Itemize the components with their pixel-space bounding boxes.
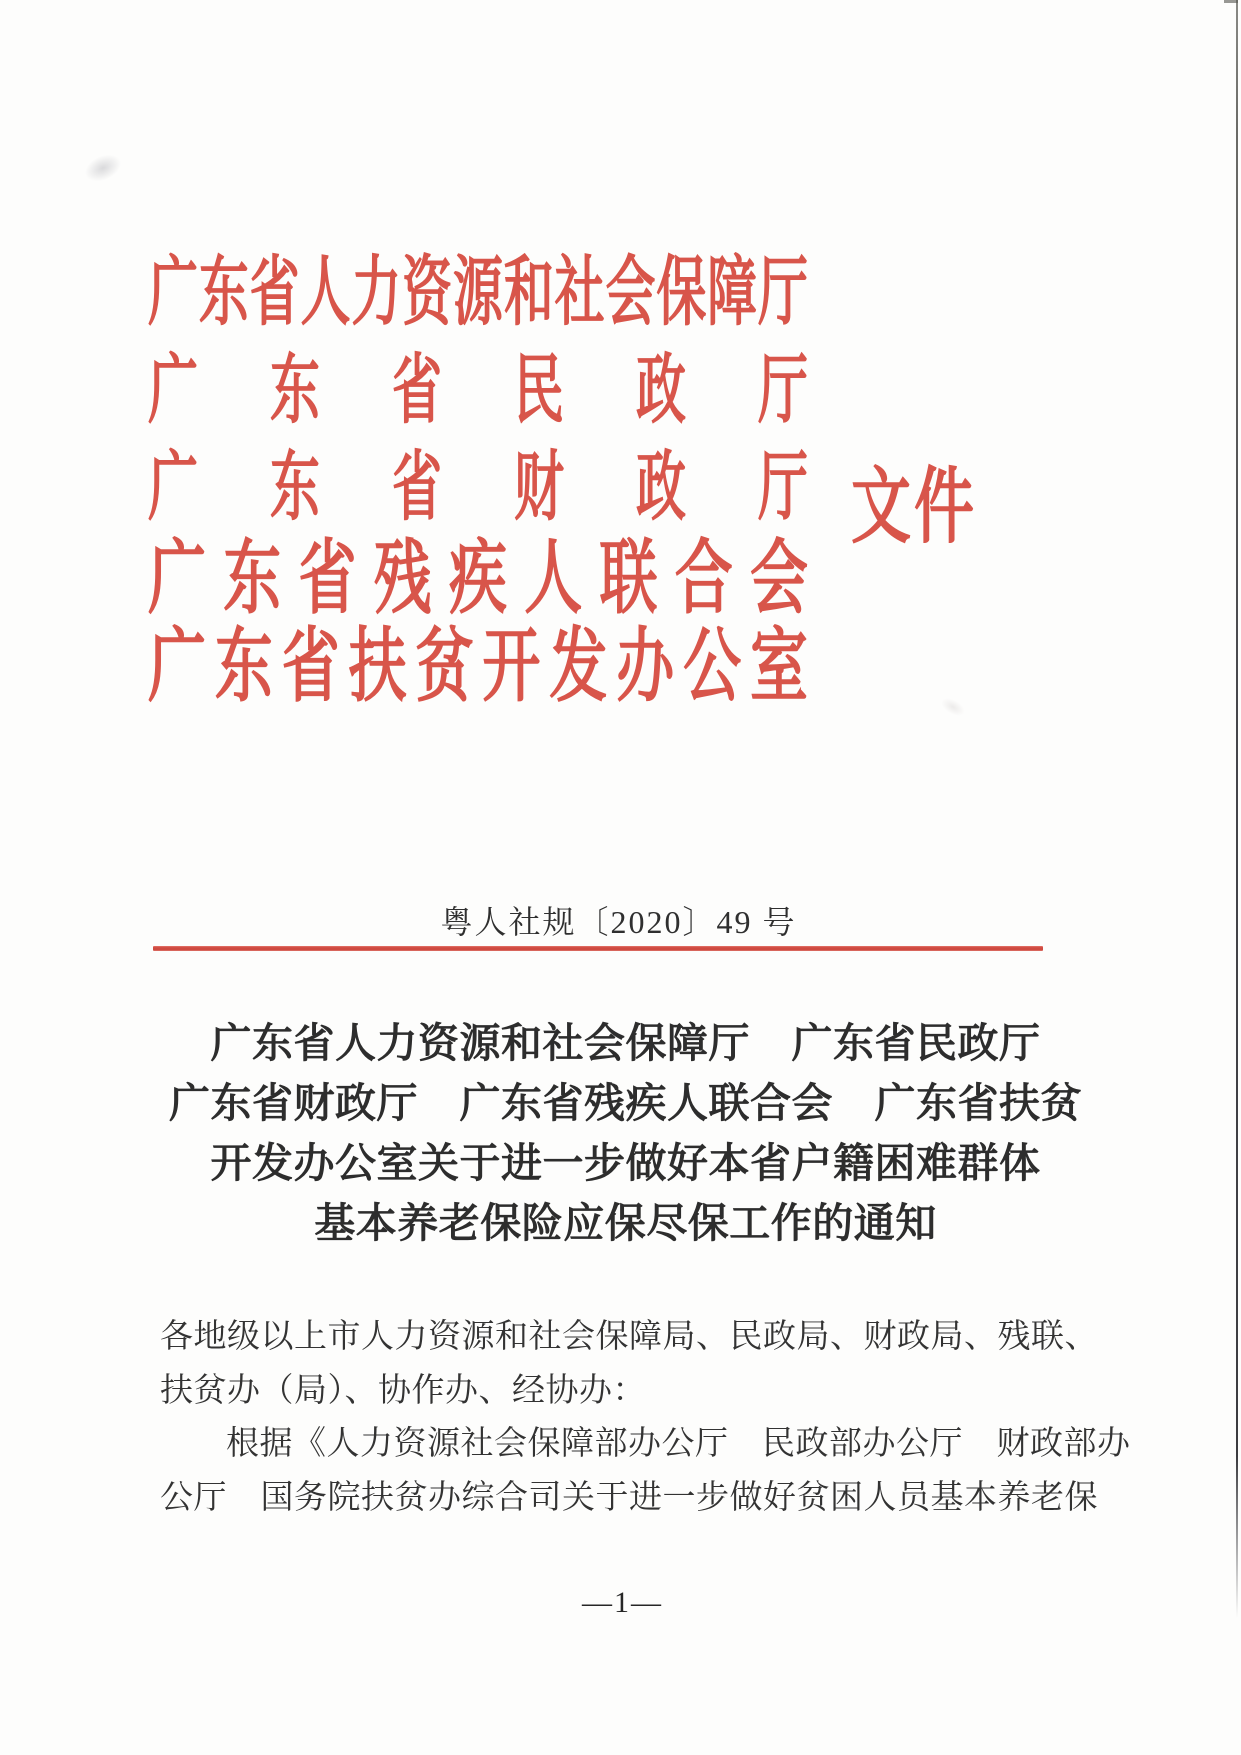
red-divider-line	[153, 946, 1043, 951]
title-line-3: 开发办公室关于进一步做好本省户籍困难群体	[210, 1140, 1041, 1186]
paragraph-line-1: 根据《人力资源社会保障部办公厅 民政部办公厅 财政部办	[226, 1426, 1131, 1462]
document-title	[5, 1013, 1241, 1253]
title-line-4: 基本养老保险应保尽保工作的通知	[314, 1200, 937, 1246]
document-type-label: 文件	[851, 461, 977, 553]
page-number: —1—	[582, 1586, 663, 1619]
agency-name-line-4: 广东省残疾人联合会	[148, 533, 808, 625]
document-number: 粤人社规〔2020〕49 号	[440, 904, 797, 940]
agency-name-line-2: 广东省民政厅	[148, 347, 808, 433]
letterhead-block	[0, 0, 1241, 740]
body-text	[160, 1311, 1131, 1525]
salutation-line-2: 扶贫办（局）、协作办、经协办：	[160, 1372, 646, 1409]
agency-name-line-5: 广东省扶贫开发办公室	[148, 621, 808, 713]
agency-name-line-3: 广东省财政厅	[148, 444, 808, 530]
agency-name-line-1: 广东省人力资源和社会保障厅	[148, 249, 808, 335]
paragraph-line-2: 公厅 国务院扶贫办综合司关于进一步做好贫困人员基本养老保	[160, 1479, 1098, 1516]
scan-edge-artifact	[1236, 0, 1238, 1618]
title-line-1: 广东省人力资源和社会保障厅 广东省民政厅	[210, 1020, 1041, 1066]
title-line-2: 广东省财政厅 广东省残疾人联合会 广东省扶贫	[169, 1080, 1082, 1126]
salutation-line-1: 各地级以上市人力资源和社会保障局、民政局、财政局、残联、	[160, 1319, 1098, 1355]
scan-corner-artifact	[1224, 0, 1238, 3]
